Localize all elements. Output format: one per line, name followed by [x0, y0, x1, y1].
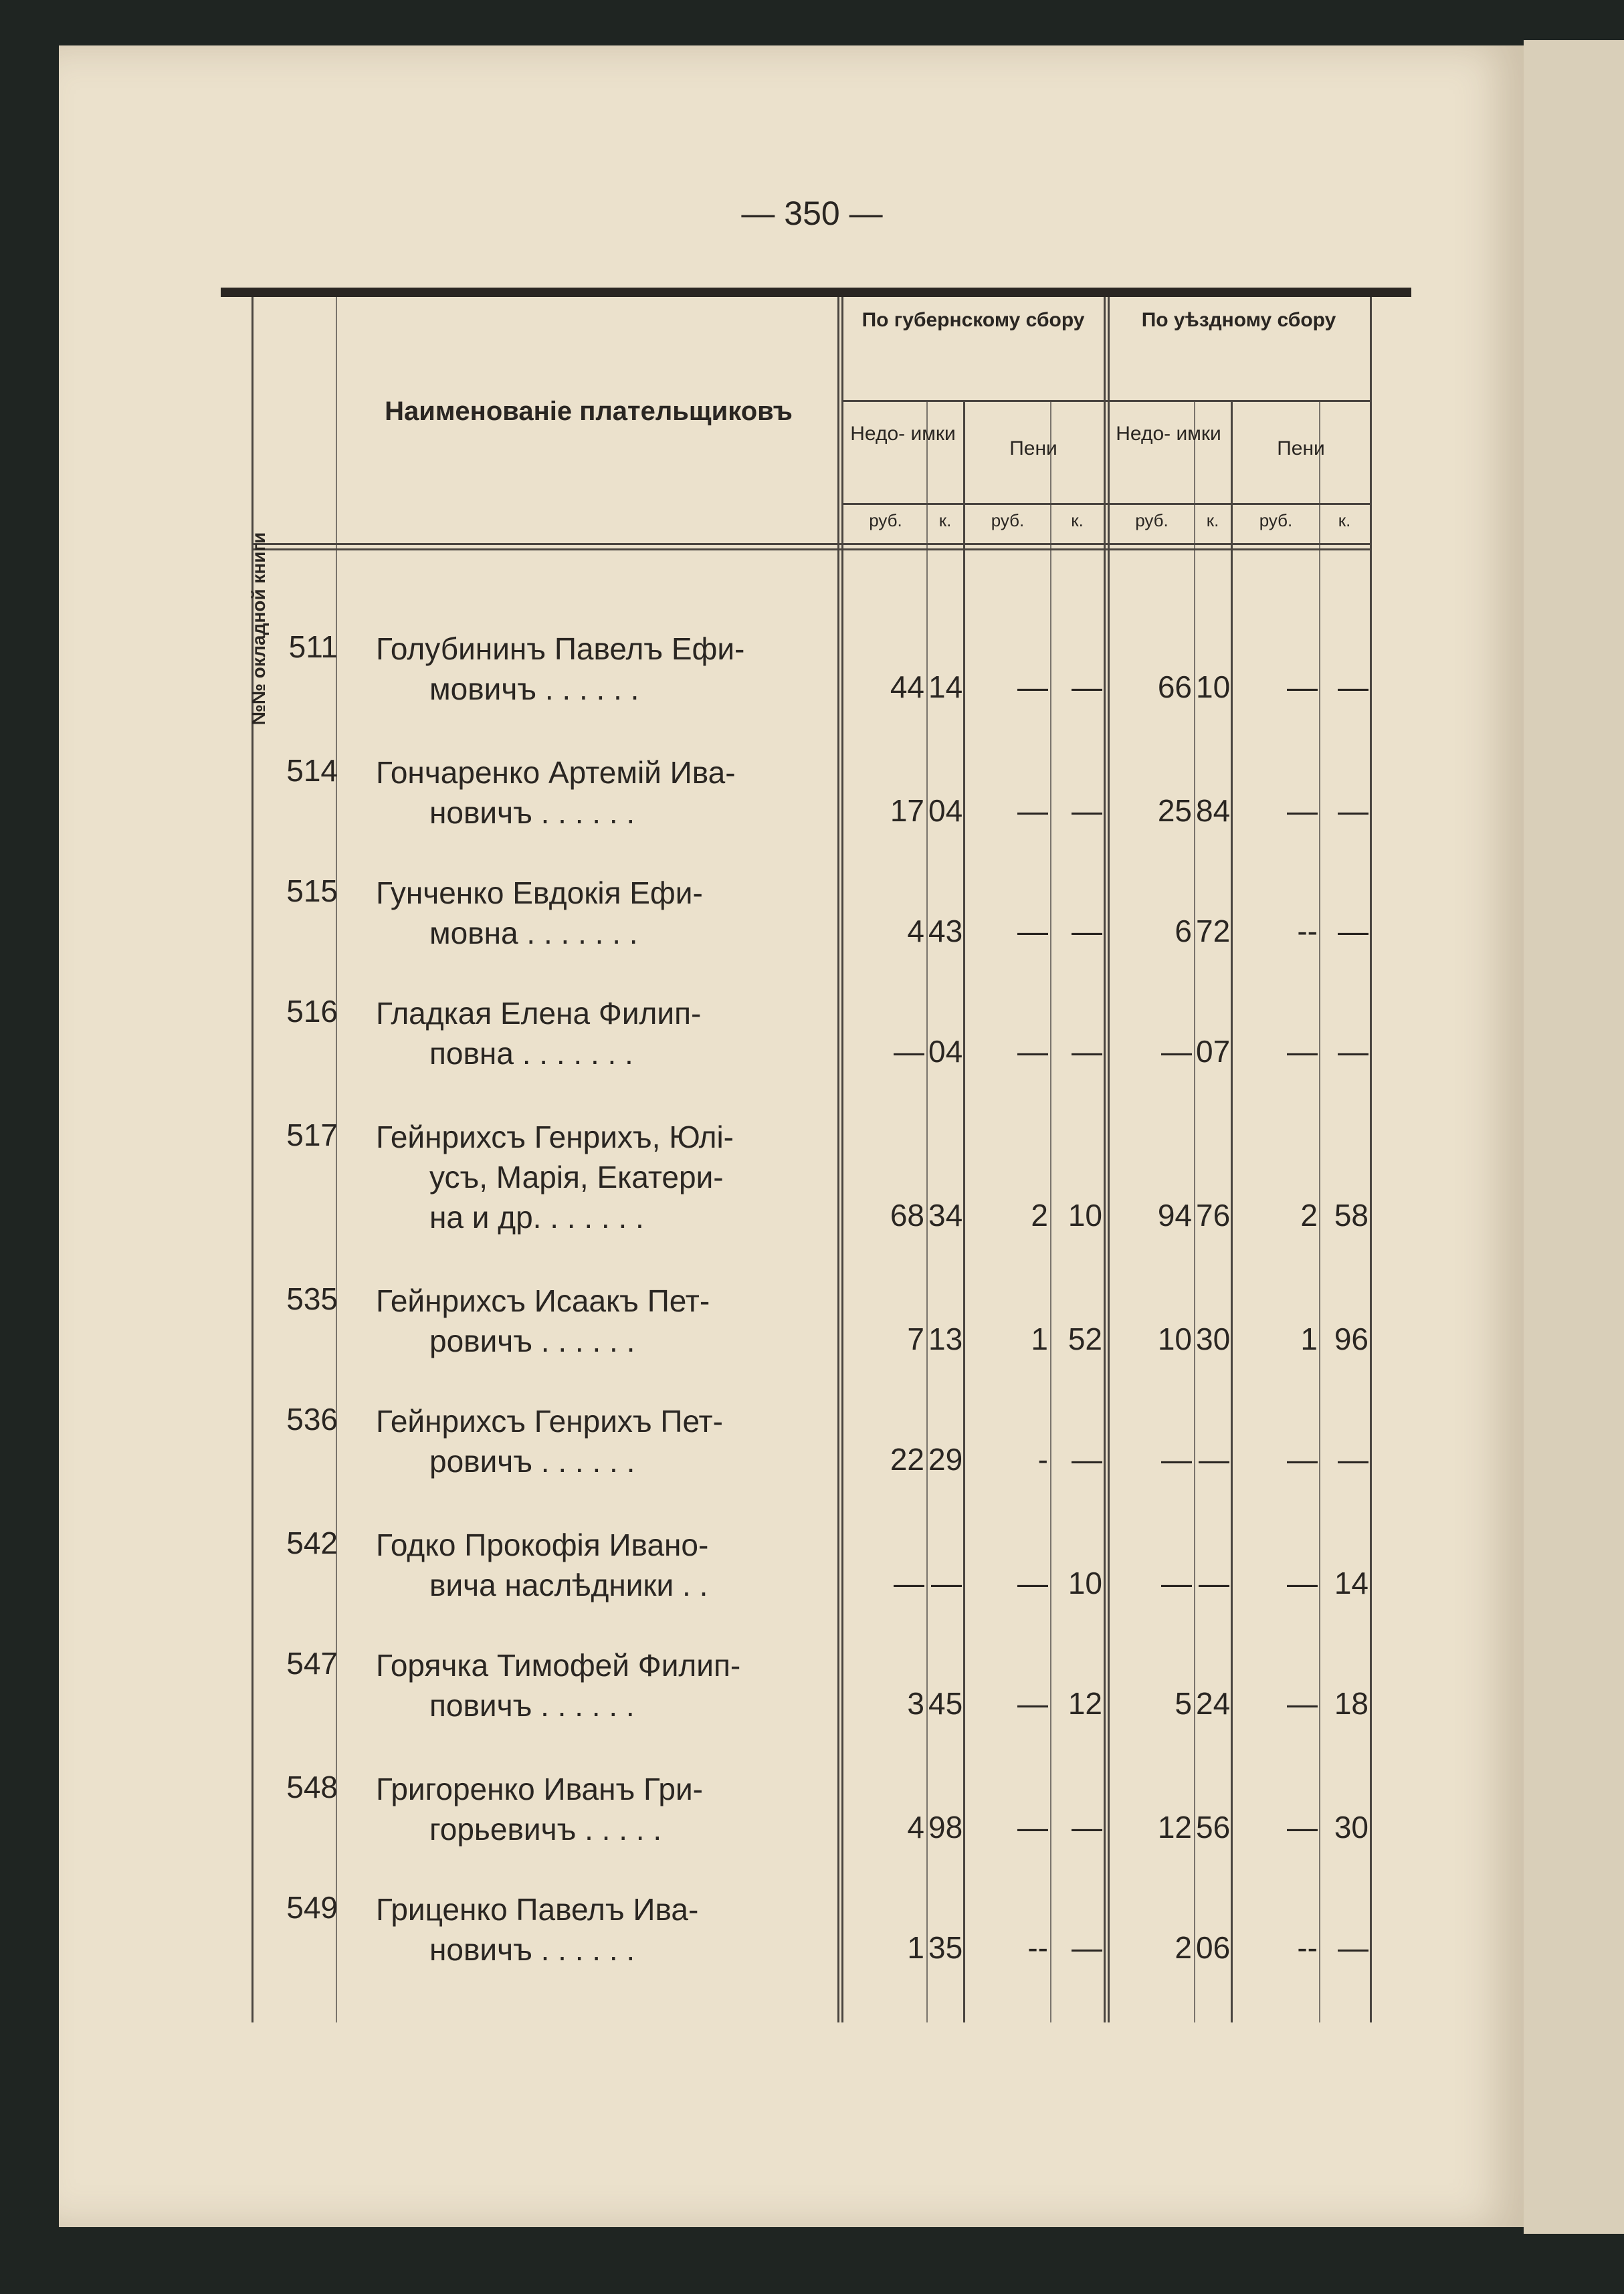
amount-u-p-r: —	[1287, 793, 1318, 828]
amount-g-p-r: —	[1017, 793, 1048, 828]
amount-u-n-k: 76	[1196, 1198, 1231, 1233]
amount-g-p-k: —	[1072, 669, 1102, 704]
book-number: 517	[286, 1118, 338, 1152]
rule-u-n-k	[1194, 401, 1195, 2022]
payer-name-line: новичъ . . . . . .	[429, 795, 635, 830]
header-gub-sbor: По губернскому сбору	[861, 309, 1085, 331]
amount-u-p-r: --	[1297, 914, 1318, 948]
page-number: — 350 —	[741, 195, 883, 232]
amount-u-p-k: —	[1338, 669, 1368, 704]
header-u-nedoimki: Недо- имки	[1116, 423, 1221, 445]
amount-u-n-k: 24	[1196, 1686, 1231, 1721]
payer-name-line: Гейнрихсъ Генрихъ, Юлі-	[376, 1120, 734, 1154]
amount-g-n-k: —	[931, 1566, 962, 1600]
header-uezd-sbor: По уѣздному сбору	[1141, 309, 1336, 331]
amount-g-n-k: 04	[928, 1034, 963, 1069]
book-number: 516	[286, 994, 338, 1029]
rule-subheader	[841, 400, 1370, 402]
amount-g-n-k: 34	[928, 1198, 963, 1233]
amount-g-n-k: 29	[928, 1442, 963, 1477]
rule-uezd-2	[1108, 297, 1110, 2022]
amount-g-n-r: 17	[890, 793, 924, 828]
amount-g-n-r: 1	[907, 1930, 924, 1965]
amount-u-n-k: 56	[1196, 1810, 1231, 1845]
amount-u-p-k: —	[1338, 1034, 1368, 1069]
book-number: 515	[286, 873, 338, 908]
amount-g-n-k: 43	[928, 914, 963, 948]
amount-g-p-r: —	[1017, 1566, 1048, 1600]
amount-u-p-k: 18	[1334, 1686, 1368, 1721]
amount-g-n-r: 44	[890, 669, 924, 704]
header-kop: к.	[1206, 510, 1219, 530]
amount-g-p-k: —	[1072, 793, 1102, 828]
payer-name-line: повна . . . . . . .	[429, 1036, 633, 1071]
amount-u-p-r: —	[1287, 1686, 1318, 1721]
header-g-peni: Пени	[1009, 437, 1057, 459]
amount-u-n-k: 72	[1196, 914, 1231, 948]
amount-g-p-r: —	[1017, 669, 1048, 704]
header-kop: к.	[1338, 510, 1351, 530]
rule-header-bottom-2	[251, 548, 1370, 550]
payer-name-line: Гладкая Елена Филип-	[376, 996, 702, 1031]
payer-name-line: Годко Прокофія Ивано-	[376, 1528, 709, 1562]
amount-u-p-r: —	[1287, 1442, 1318, 1477]
amount-u-p-k: 30	[1334, 1810, 1368, 1845]
payer-name-line: повичъ . . . . . .	[429, 1688, 635, 1723]
amount-u-p-k: 14	[1334, 1566, 1368, 1600]
amount-u-n-r: 12	[1157, 1810, 1192, 1845]
amount-u-n-k: 30	[1196, 1322, 1231, 1356]
amount-g-n-k: 14	[928, 669, 963, 704]
amount-g-n-r: 7	[907, 1322, 924, 1356]
amount-g-n-r: 4	[907, 914, 924, 948]
amount-u-n-k: —	[1199, 1566, 1229, 1600]
header-rub: руб.	[1135, 510, 1169, 530]
payer-name-line: усъ, Марія, Екатери-	[429, 1160, 724, 1194]
amount-g-p-k: 12	[1068, 1686, 1102, 1721]
amount-g-n-k: 45	[928, 1686, 963, 1721]
amount-g-p-r: 2	[1031, 1198, 1048, 1233]
book-number: 542	[286, 1526, 338, 1560]
amount-u-p-k: —	[1338, 1930, 1368, 1965]
amount-u-p-k: 58	[1334, 1198, 1368, 1233]
amount-u-p-r: —	[1287, 1810, 1318, 1845]
amount-g-p-r: -	[1037, 1442, 1048, 1477]
amount-u-n-k: 07	[1196, 1034, 1231, 1069]
payer-name-line: вича наслѣдники . .	[429, 1568, 708, 1602]
payer-name-line: Гейнрихсъ Исаакъ Пет-	[376, 1283, 710, 1318]
book-number: 549	[286, 1890, 338, 1925]
book-number: 536	[286, 1402, 338, 1437]
payer-name-line: Гончаренко Артемій Ива-	[376, 755, 736, 790]
header-payer-name: Наименованіе плательщиковъ	[385, 397, 793, 426]
payer-table	[221, 288, 1411, 2020]
header-kop: к.	[1071, 510, 1084, 530]
amount-g-n-k: 04	[928, 793, 963, 828]
amount-g-p-k: —	[1072, 1810, 1102, 1845]
facing-page-edge	[1524, 40, 1624, 2234]
amount-u-n-r: 6	[1175, 914, 1192, 948]
amount-u-p-k: 96	[1334, 1322, 1368, 1356]
amount-u-n-r: 10	[1157, 1322, 1192, 1356]
rule-units	[841, 503, 1370, 505]
amount-u-p-r: --	[1297, 1930, 1318, 1965]
amount-u-n-k: —	[1199, 1442, 1229, 1477]
amount-g-p-r: —	[1017, 914, 1048, 948]
amount-u-n-r: —	[1161, 1442, 1192, 1477]
amount-g-n-k: 35	[928, 1930, 963, 1965]
amount-g-p-k: —	[1072, 1930, 1102, 1965]
payer-name-line: горьевичъ . . . . .	[429, 1812, 662, 1847]
book-number: 514	[286, 753, 338, 788]
amount-g-n-k: 98	[928, 1810, 963, 1845]
amount-u-p-k: —	[1338, 793, 1368, 828]
book-number: 535	[286, 1281, 338, 1316]
amount-u-p-k: —	[1338, 914, 1368, 948]
book-number: 548	[286, 1770, 338, 1804]
amount-g-p-r: --	[1027, 1930, 1048, 1965]
amount-u-p-r: —	[1287, 669, 1318, 704]
book-number: 511	[288, 629, 338, 664]
amount-g-n-r: —	[894, 1034, 924, 1069]
payer-name-line: Гейнрихсъ Генрихъ Пет-	[376, 1404, 723, 1439]
payer-name-line: ровичъ . . . . . .	[429, 1444, 635, 1479]
amount-g-p-k: 10	[1068, 1198, 1102, 1233]
amount-g-n-r: 22	[890, 1442, 924, 1477]
amount-g-n-r: 4	[907, 1810, 924, 1845]
amount-u-p-r: —	[1287, 1034, 1318, 1069]
amount-u-p-r: 2	[1300, 1198, 1318, 1233]
amount-u-n-k: 06	[1196, 1930, 1231, 1965]
amount-g-n-r: —	[894, 1566, 924, 1600]
amount-u-n-r: 25	[1157, 793, 1192, 828]
amount-u-p-k: —	[1338, 1442, 1368, 1477]
rule-right	[1370, 297, 1372, 2022]
amount-g-p-r: —	[1017, 1686, 1048, 1721]
payer-name-line: новичъ . . . . . .	[429, 1932, 635, 1967]
header-rub: руб.	[869, 510, 902, 530]
amount-g-n-k: 13	[928, 1322, 963, 1356]
amount-u-p-r: —	[1287, 1566, 1318, 1600]
header-book-number: №№ окладной книги	[248, 532, 269, 726]
amount-u-n-r: 94	[1157, 1198, 1192, 1233]
rule-uezd	[1104, 297, 1106, 2022]
amount-g-p-r: —	[1017, 1034, 1048, 1069]
payer-name-line: мовичъ . . . . . .	[429, 671, 639, 706]
payer-name-line: ровичъ . . . . . .	[429, 1324, 635, 1358]
header-rub: руб.	[991, 510, 1025, 530]
header-rub: руб.	[1259, 510, 1293, 530]
amount-g-n-r: 68	[890, 1198, 924, 1233]
amount-u-n-r: 5	[1175, 1686, 1192, 1721]
rule-u-p-k	[1319, 401, 1320, 2022]
payer-name-line: мовна . . . . . . .	[429, 916, 638, 950]
payer-name-line: на и др. . . . . . .	[429, 1200, 644, 1235]
amount-u-n-r: —	[1161, 1034, 1192, 1069]
rule-g-p-k	[1050, 401, 1051, 2022]
payer-name-line: Голубининъ Павелъ Ефи-	[376, 631, 745, 666]
amount-g-p-r: 1	[1031, 1322, 1048, 1356]
amount-u-n-k: 84	[1196, 793, 1231, 828]
amount-g-p-k: —	[1072, 1442, 1102, 1477]
amount-u-p-r: 1	[1300, 1322, 1318, 1356]
amount-u-n-r: 2	[1175, 1930, 1192, 1965]
amount-u-n-r: 66	[1157, 669, 1192, 704]
amount-u-n-k: 10	[1196, 669, 1231, 704]
amount-g-p-k: —	[1072, 914, 1102, 948]
payer-name-line: Гриценко Павелъ Ива-	[376, 1892, 699, 1927]
header-g-nedoimki: Недо- имки	[850, 423, 956, 445]
rule-book-col	[336, 297, 337, 2022]
amount-g-p-k: 52	[1068, 1322, 1102, 1356]
amount-u-n-r: —	[1161, 1566, 1192, 1600]
amount-g-n-r: 3	[907, 1686, 924, 1721]
payer-name-line: Горячка Тимофей Филип-	[376, 1648, 741, 1683]
rule-header-bottom	[251, 543, 1370, 545]
header-kop: к.	[938, 510, 952, 530]
amount-g-p-k: 10	[1068, 1566, 1102, 1600]
book-number: 547	[286, 1646, 338, 1681]
amount-g-p-r: —	[1017, 1810, 1048, 1845]
table-top-rule	[221, 288, 1411, 297]
amount-g-p-k: —	[1072, 1034, 1102, 1069]
payer-name-line: Гунченко Евдокія Ефи-	[376, 875, 703, 910]
payer-name-line: Григоренко Иванъ Гри-	[376, 1772, 703, 1806]
header-u-peni: Пени	[1277, 437, 1325, 459]
